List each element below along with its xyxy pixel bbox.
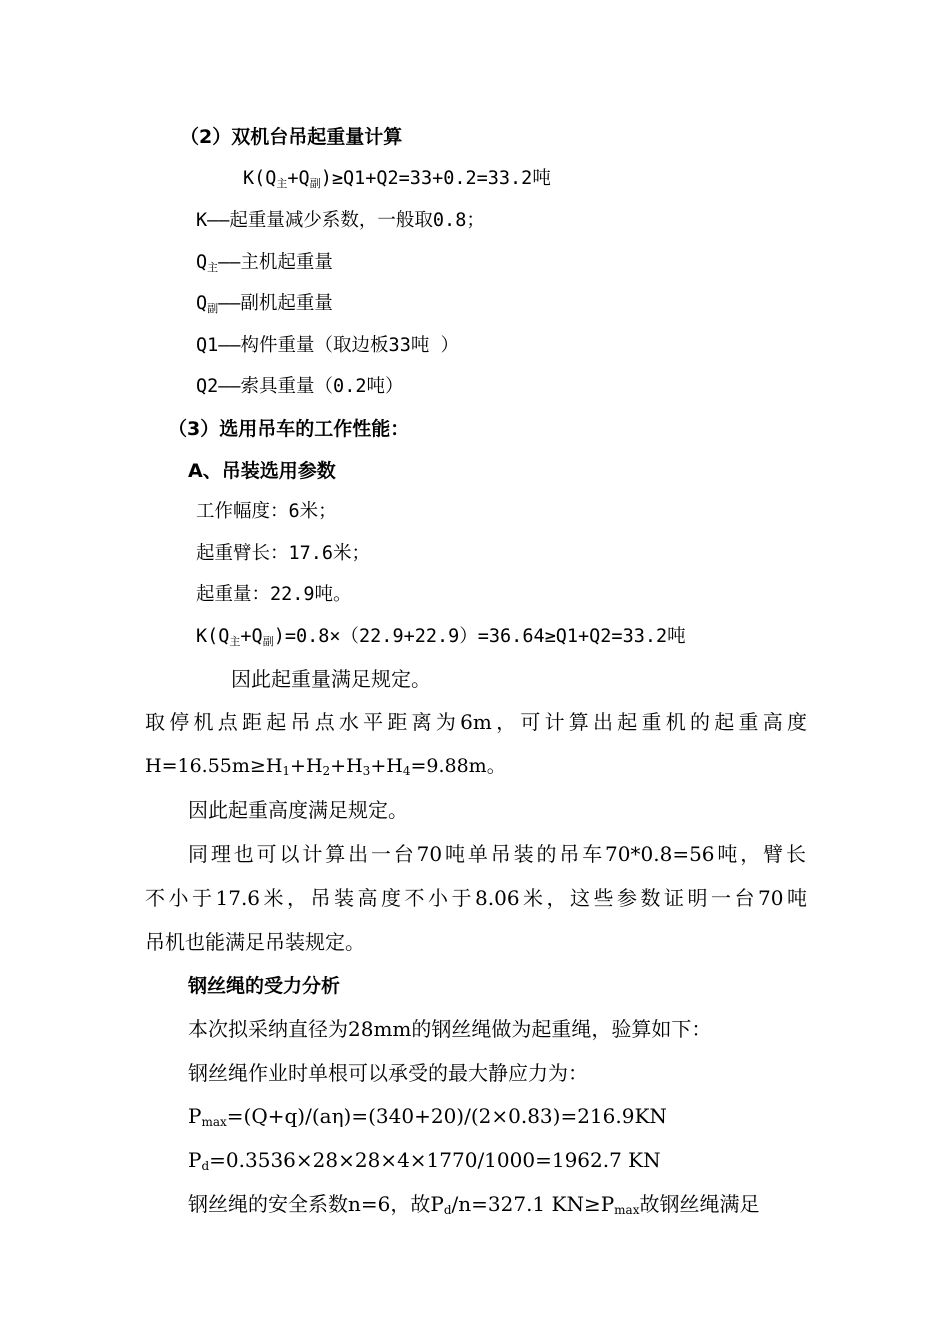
paragraph-height-line1: 取停机点距起吊点水平距离为6m，可计算出起重机的起重高度	[145, 710, 807, 734]
param-work-radius: 工作幅度：6米；	[196, 501, 337, 522]
formula-text: H=16.55m≥H	[145, 755, 283, 777]
paragraph-70t-line1: 同理也可以计算出一台70吨单吊装的吊车70*0.8=56吨，臂长	[188, 842, 806, 866]
rope-stress-intro: 钢丝绳作业时单根可以承受的最大静应力为：	[188, 1061, 588, 1085]
formula-text: P	[188, 1104, 202, 1128]
formula-text: +Q	[287, 168, 310, 189]
formula-text: 故钢丝绳满足	[639, 1192, 760, 1216]
definition-text: ——主机起重量	[218, 252, 333, 273]
subscript: 主	[276, 177, 288, 190]
definition-q1: Q1——构件重量（取边板33吨 ）	[196, 335, 459, 356]
paragraph-70t-line3: 吊机也能满足吊装规定。	[145, 930, 365, 954]
formula-text: +H	[330, 755, 363, 777]
subscript: 3	[362, 764, 371, 778]
formula-text: /n=327.1 KN≥P	[451, 1192, 615, 1216]
formula-text: K(Q	[243, 168, 277, 189]
formula-text: 钢丝绳的安全系数n=6，故P	[188, 1192, 444, 1216]
symbol: Q	[196, 252, 208, 273]
definition-text: ——副机起重量	[218, 293, 333, 314]
conclusion-height: 因此起重高度满足规定。	[188, 798, 408, 822]
formula-text: P	[188, 1148, 202, 1172]
formula-pd	[188, 1147, 661, 1179]
subscript: 副	[309, 177, 321, 190]
section-heading-rope: 钢丝绳的受力分析	[188, 975, 341, 997]
formula-text: =(Q+q)/(aη)=(340+20)/(2×0.83)=216.9KN	[226, 1104, 667, 1128]
subscript: max	[614, 1203, 640, 1217]
section-heading-2: （2）双机台吊起重量计算	[180, 126, 403, 148]
formula-text: =9.88m。	[410, 755, 506, 777]
definition-q-aux	[196, 291, 333, 322]
subscript: 主	[229, 635, 241, 648]
formula-text: +Q	[240, 626, 263, 647]
conclusion-capacity: 因此起重量满足规定。	[231, 667, 431, 691]
subscript: 2	[322, 764, 331, 778]
formula-check-capacity	[196, 624, 686, 655]
definition-k: K——起重量减少系数，一般取0.8；	[196, 210, 485, 231]
rope-safety-check	[188, 1191, 759, 1223]
rope-intro: 本次拟采纳直径为28mm的钢丝绳做为起重绳，验算如下：	[188, 1017, 712, 1041]
formula-text: +H	[370, 755, 403, 777]
formula-pmax	[188, 1103, 667, 1135]
subscript: 副	[262, 635, 274, 648]
definition-q-main	[196, 250, 333, 281]
paragraph-height-line2	[145, 753, 506, 784]
formula-text: K(Q	[196, 626, 230, 647]
formula-text: )=0.8×（22.9+22.9）=36.64≥Q1+Q2=33.2吨	[273, 626, 686, 647]
param-boom-length: 起重臂长：17.6米；	[196, 543, 371, 564]
symbol: Q	[196, 293, 208, 314]
formula-text: =0.3536×28×28×4×1770/1000=1962.7 KN	[209, 1148, 661, 1172]
subscript: max	[201, 1115, 227, 1129]
subscript: d	[443, 1203, 452, 1217]
definition-q2: Q2——索具重量（0.2吨）	[196, 376, 404, 397]
formula-text: +H	[290, 755, 323, 777]
subscript: 副	[207, 302, 219, 315]
param-capacity: 起重量：22.9吨。	[196, 584, 352, 605]
subscript: 4	[402, 764, 411, 778]
subsection-heading-a: A、吊装选用参数	[188, 460, 336, 482]
subscript: 主	[207, 261, 219, 274]
subscript: d	[201, 1159, 210, 1173]
section-heading-3: （3）选用吊车的工作性能：	[168, 418, 410, 440]
formula-capacity	[243, 166, 551, 197]
formula-text: )≥Q1+Q2=33+0.2=33.2吨	[320, 168, 551, 189]
subscript: 1	[282, 764, 291, 778]
paragraph-70t-line2: 不小于17.6米，吊装高度不小于8.06米，这些参数证明一台70吨	[145, 886, 807, 910]
